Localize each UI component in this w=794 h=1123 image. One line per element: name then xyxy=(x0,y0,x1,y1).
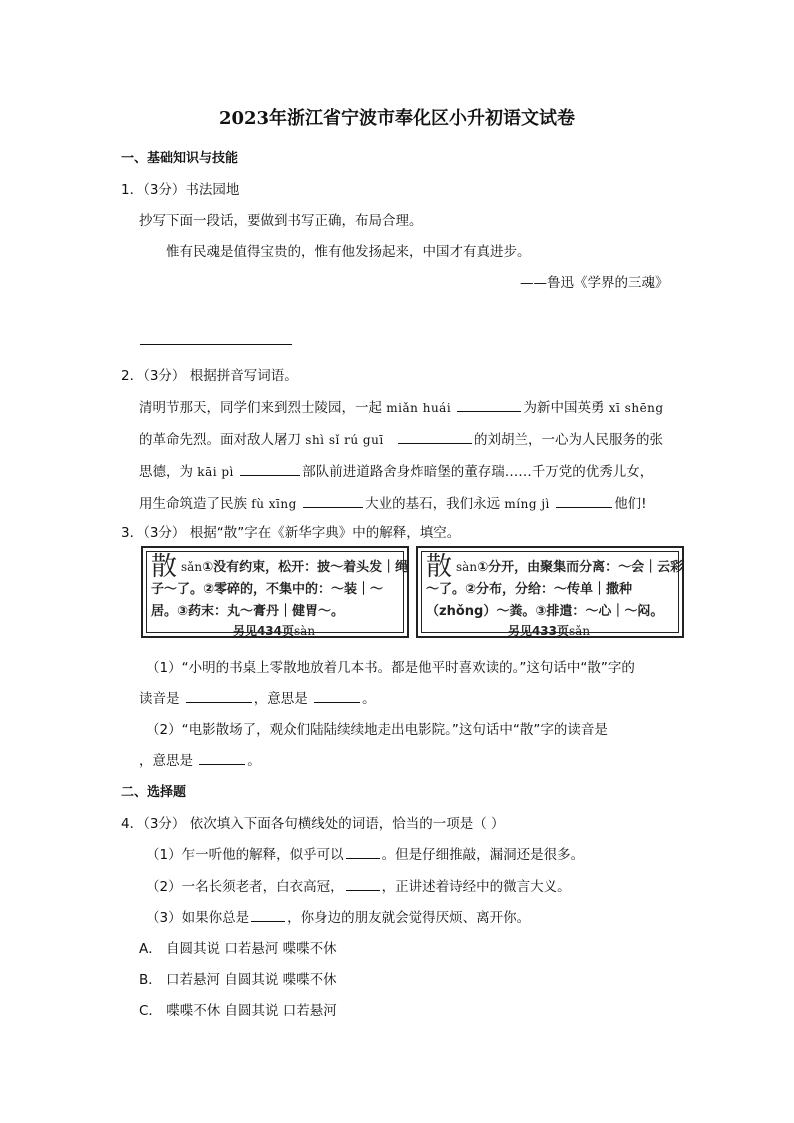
q2-blank-5[interactable] xyxy=(556,493,612,508)
dict-see-also-pinyin: sàn xyxy=(294,624,316,638)
q2-text: 清明节那天，同学们来到烈士陵园，一起 xyxy=(139,400,382,416)
q2-pinyin-2: xī shēng xyxy=(608,401,664,415)
q4-blank-1[interactable] xyxy=(346,844,380,859)
q2-text: 他们! xyxy=(614,496,647,512)
q2-blank-4[interactable] xyxy=(303,493,363,508)
q2-pinyin-6: míng jì xyxy=(504,497,550,511)
q2-text: 部队前进道路舍身炸暗堡的董存瑞……千万党的优秀儿女， xyxy=(302,464,654,480)
q3-sub-2: （2）“电影散场了，观众们陆陆续续地走出电影院。”这句话中“散”字的读音是 xyxy=(146,722,608,738)
q4-header: 4．（3分） 依次填入下面各句横线处的词语，恰当的一项是（ ） xyxy=(121,816,505,832)
dict-def-line-1: ①分开，由聚集而分离：～会｜云彩 xyxy=(477,560,684,575)
q4-blank-3[interactable] xyxy=(251,907,285,922)
page-title: 2023年浙江省宁波市奉化区小升初语文试卷 xyxy=(218,108,576,129)
q3-text: 。 xyxy=(362,691,376,707)
q4-option-b[interactable]: B． 口若悬河 自圆其说 喋喋不休 xyxy=(139,972,337,988)
q2-text: 为新中国英勇 xyxy=(523,400,605,416)
q2-line-2 xyxy=(139,428,663,448)
q3-sub-2-answer xyxy=(139,749,261,769)
q2-text: 的刘胡兰，一心为人民服务的张 xyxy=(473,432,663,448)
dict-def-line-3: 居。③药末：丸～膏丹｜健胃～。 xyxy=(151,604,345,619)
q1-instruction: 抄写下面一段话，要做到书写正确，布局合理。 xyxy=(139,213,423,229)
q4-text: （1）乍一听他的解释，似乎可以 xyxy=(146,847,344,863)
q3-header: 3．（3分） 根据“散”字在《新华字典》中的解释，填空。 xyxy=(121,525,461,541)
dict-see-also: 另见434页 xyxy=(232,624,294,638)
q4-sentence-3 xyxy=(146,906,530,926)
dict-headword: 散 xyxy=(426,552,453,582)
dict-def-line-3: （zhǒng）～粪。③排遣：～心｜～闷。 xyxy=(426,604,664,619)
section-heading-1: 一、基础知识与技能 xyxy=(121,151,239,166)
q4-sentence-2 xyxy=(146,875,571,895)
q2-line-1 xyxy=(139,396,664,416)
dict-pinyin: sǎn xyxy=(181,560,203,574)
q4-blank-2[interactable] xyxy=(346,876,380,891)
section-heading-2: 二、选择题 xyxy=(121,785,187,800)
q4-sentence-1 xyxy=(146,843,584,863)
dict-def-line-2: 子～了。②零碎的，不集中的：～装｜～ xyxy=(151,582,384,597)
q2-line-4 xyxy=(139,492,647,512)
q3-text: ，意思是 xyxy=(253,691,308,707)
q1-quote: 惟有民魂是值得宝贵的，惟有他发扬起来，中国才有真进步。 xyxy=(166,244,531,260)
dict-see-also: 另见433页 xyxy=(507,624,569,638)
q3-blank-2[interactable] xyxy=(314,688,360,703)
q4-text: ，你身边的朋友就会觉得厌烦、离开你。 xyxy=(287,910,531,926)
q2-text: 用生命筑造了民族 xyxy=(139,496,247,512)
q2-blank-1[interactable] xyxy=(457,397,521,412)
q1-header: 1．（3分）书法园地 xyxy=(121,182,240,198)
q3-blank-3[interactable] xyxy=(199,750,245,765)
dict-def-line-1: ①没有约束，松开：披～着头发｜绳 xyxy=(202,560,409,575)
q2-pinyin-3: shì sǐ rú guī xyxy=(305,433,384,447)
q4-option-a[interactable]: A． 自圆其说 口若悬河 喋喋不休 xyxy=(139,941,337,957)
q3-text: 读音是 xyxy=(139,691,180,707)
q3-sub-1-answer xyxy=(139,687,376,707)
q4-text: （3）如果你总是 xyxy=(146,910,250,926)
q3-blank-1[interactable] xyxy=(186,688,252,703)
q2-blank-3[interactable] xyxy=(240,461,300,476)
q2-header: 2．（3分） 根据拼音写词语。 xyxy=(121,368,298,384)
q3-text: 。 xyxy=(247,753,261,769)
dict-headword: 散 xyxy=(151,552,178,582)
q4-text: （2）一名长须老者，白衣高冠， xyxy=(146,879,344,895)
q4-option-c[interactable]: C． 喋喋不休 自圆其说 口若悬河 xyxy=(139,1003,337,1019)
q2-pinyin-5: fù xīng xyxy=(251,497,297,511)
dict-def-line-2: ～了。②分布，分给：～传单｜撒种 xyxy=(426,582,633,597)
dict-see-also-pinyin: sǎn xyxy=(569,624,591,638)
q4-text: ，正讲述着诗经中的微言大义。 xyxy=(381,879,571,895)
q2-line-3 xyxy=(139,460,653,480)
q2-text: 大业的基石，我们永远 xyxy=(365,496,501,512)
q2-pinyin-1: miǎn huái xyxy=(386,401,452,415)
q2-pinyin-4: kāi pì xyxy=(197,465,234,479)
q2-text: 思德，为 xyxy=(139,464,193,480)
q2-text: 的革命先烈。面对敌人屠刀 xyxy=(139,432,301,448)
q1-source: ——鲁迅《学界的三魂》 xyxy=(520,275,669,291)
q4-text: 。但是仔细推敲，漏洞还是很多。 xyxy=(381,847,585,863)
dictionary-entry-san4 xyxy=(416,546,684,638)
q3-sub-1: （1）“小明的书桌上零散地放着几本书。都是他平时喜欢读的。”这句话中“散”字的 xyxy=(146,660,635,676)
dictionary-entry-san3 xyxy=(141,546,409,638)
q1-answer-line[interactable] xyxy=(140,344,292,345)
dict-pinyin: sàn xyxy=(456,560,478,574)
q2-blank-2[interactable] xyxy=(398,429,472,444)
q3-text: ，意思是 xyxy=(139,753,193,769)
